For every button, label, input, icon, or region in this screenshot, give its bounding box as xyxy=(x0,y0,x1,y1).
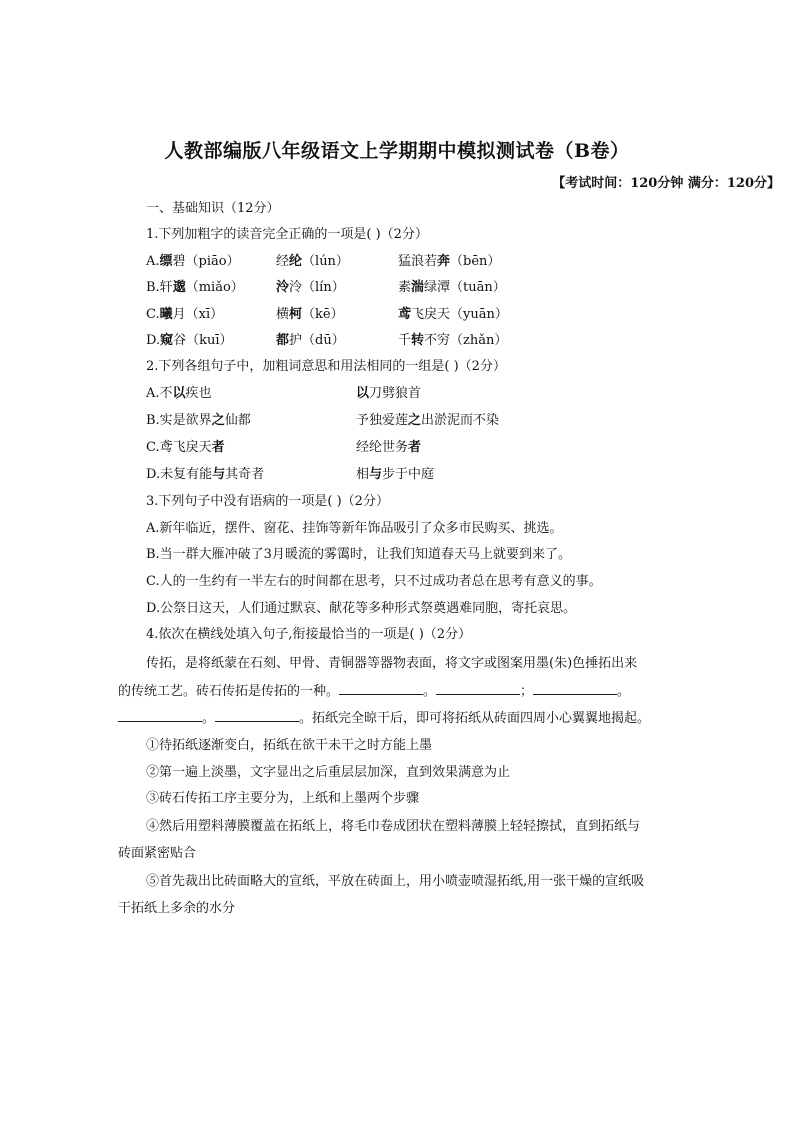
option-cell xyxy=(146,279,244,297)
option-text: D.未复有能 xyxy=(146,467,213,482)
option-cell xyxy=(398,253,500,271)
option-cell xyxy=(146,332,233,350)
option-text: 月（xī） xyxy=(172,307,224,322)
option-text: 相 xyxy=(356,467,370,482)
sentence-item-2: ②第一遍上淡墨，文字显出之后重层层加深，直到效果满意为止 xyxy=(146,765,511,780)
option-text: 经纶世务 xyxy=(356,440,409,455)
option-text: 护（dū） xyxy=(289,333,345,348)
bold-word: 柯 xyxy=(289,307,303,322)
question-3-option-b: B.当一群大雁冲破了3月暖流的雾霭时，让我们知道春天马上就要到来了。 xyxy=(146,547,571,562)
passage-line-2: 的传统工艺。砖石传拓是传拓的一种。 。 ； 。 xyxy=(118,684,631,699)
option-text: 猛浪若 xyxy=(398,254,438,269)
option-text: 碧（piāo） xyxy=(172,254,240,269)
answer-blank-1[interactable] xyxy=(339,682,423,695)
exam-time-score: 【考试时间：120分钟 满分：120分】 xyxy=(552,176,780,191)
passage-text: 。拓纸完全晾干后，即可将拓纸从砖面四周小心翼翼地揭起。 xyxy=(299,711,651,726)
option-cell xyxy=(356,439,421,457)
bold-word: 曦 xyxy=(159,307,173,322)
bold-word: 窥 xyxy=(160,333,174,348)
option-text: 谷（kuī） xyxy=(173,333,233,348)
option-text: C.鸢飞戾天 xyxy=(146,440,212,455)
option-text: 出淤泥而不染 xyxy=(421,413,500,428)
option-cell xyxy=(146,439,225,457)
option-text: 绿潭（tuān） xyxy=(424,280,506,295)
option-cell xyxy=(398,279,506,297)
sentence-item-1: ①待拓纸逐渐变白，拓纸在欲干未干之时方能上墨 xyxy=(146,738,433,753)
bold-word: 与 xyxy=(369,467,383,482)
bold-word: 湍 xyxy=(411,280,425,295)
question-1-stem: 1.下列加粗字的读音完全正确的一项是( )（2分） xyxy=(146,227,428,242)
bold-word: 奔 xyxy=(437,254,451,269)
option-text: B.实是欲界 xyxy=(146,413,212,428)
bold-word: 者 xyxy=(211,440,225,455)
option-text: A. xyxy=(146,254,160,269)
bold-word: 之 xyxy=(211,413,225,428)
option-text: 刀劈狼首 xyxy=(369,386,422,401)
option-cell xyxy=(146,306,223,324)
option-text: 予独爱莲 xyxy=(356,413,409,428)
option-cell xyxy=(356,466,434,484)
answer-blank-3[interactable] xyxy=(533,682,617,695)
bold-word: 转 xyxy=(411,333,425,348)
bold-word: 与 xyxy=(212,467,226,482)
option-cell xyxy=(276,306,344,324)
option-cell xyxy=(276,279,345,297)
option-cell xyxy=(356,412,499,430)
option-cell xyxy=(356,385,421,403)
option-text: C. xyxy=(146,307,160,322)
passage-line-3: 。 。拓纸完全晾干后，即可将拓纸从砖面四周小心翼翼地揭起。 xyxy=(118,709,650,728)
bold-word: 缥 xyxy=(159,254,173,269)
bold-word: 者 xyxy=(408,440,422,455)
option-text: A.不 xyxy=(146,386,173,401)
bold-word: 以 xyxy=(356,386,370,401)
option-text: 经 xyxy=(276,254,290,269)
sentence-item-5-cont: 干拓纸上多余的水分 xyxy=(118,901,236,916)
option-text: 飞戾天（yuān） xyxy=(411,307,508,322)
answer-blank-4[interactable] xyxy=(118,709,202,722)
option-text: B.轩 xyxy=(146,280,173,295)
option-text: （lún） xyxy=(302,254,349,269)
bold-word: 鸢 xyxy=(398,307,412,322)
question-3-option-c: C.人的一生约有一半左右的时间都在思考，只不过成功者总在思考有意义的事。 xyxy=(146,574,602,589)
option-cell xyxy=(146,466,264,484)
bold-word: 之 xyxy=(408,413,422,428)
bold-word: 都 xyxy=(276,333,290,348)
answer-blank-2[interactable] xyxy=(436,682,520,695)
section-heading: 一、基础知识（12分） xyxy=(146,201,280,216)
sentence-item-4-cont: 砖面紧密贴合 xyxy=(118,846,197,861)
option-text: （bēn） xyxy=(450,254,501,269)
option-cell xyxy=(146,253,240,271)
option-cell xyxy=(276,332,345,350)
bold-word: 纶 xyxy=(289,254,303,269)
option-text: 不穷（zhǎn） xyxy=(424,333,508,348)
bold-word: 泠 xyxy=(276,280,290,295)
option-text: D. xyxy=(146,333,161,348)
option-text: （miǎo） xyxy=(185,280,244,295)
option-text: 其奇者 xyxy=(225,467,265,482)
option-text: （kē） xyxy=(302,307,344,322)
option-text: 素 xyxy=(398,280,412,295)
option-text: 千 xyxy=(398,333,412,348)
option-text: 泠（lín） xyxy=(289,280,345,295)
option-cell xyxy=(398,332,507,350)
sentence-item-5: ⑤首先裁出比砖面略大的宣纸，平放在砖面上，用小喷壶喷湿拓纸,用一张干燥的宣纸吸 xyxy=(146,874,645,889)
answer-blank-5[interactable] xyxy=(215,709,299,722)
question-2-stem: 2.下列各组句子中，加粗词意思和用法相同的一组是( )（2分） xyxy=(146,359,506,374)
question-4-stem: 4.依次在横线处填入句子,衔接最恰当的一项是( )（2分） xyxy=(146,627,472,642)
option-text: 横 xyxy=(276,307,290,322)
option-text: 仙都 xyxy=(224,413,251,428)
passage-text: 的传统工艺。砖石传拓是传拓的一种。 xyxy=(118,684,340,699)
sentence-item-4: ④然后用塑料薄膜覆盖在拓纸上，将毛巾卷成团状在塑料薄膜上轻轻擦拭，直到拓纸与 xyxy=(146,819,641,834)
option-cell xyxy=(146,412,251,430)
question-3-option-d: D.公祭日这天，人们通过默哀、献花等多种形式祭奠遇难同胞，寄托哀思。 xyxy=(146,601,577,616)
option-text: 步于中庭 xyxy=(382,467,435,482)
sentence-item-3: ③砖石传拓工序主要分为，上纸和上墨两个步骤 xyxy=(146,791,420,806)
option-cell xyxy=(398,306,508,324)
bold-word: 以 xyxy=(172,386,186,401)
question-3-stem: 3.下列句子中没有语病的一项是( )（2分） xyxy=(146,494,389,509)
question-3-option-a: A.新年临近，摆件、窗花、挂饰等新年饰品吸引了众多市民购买、挑选。 xyxy=(146,521,563,536)
option-text: 疾也 xyxy=(185,386,212,401)
option-cell xyxy=(276,253,349,271)
passage-line-1: 传拓，是将纸蒙在石刻、甲骨、青铜器等器物表面，将文字或图案用墨(朱)色捶拓出来 xyxy=(146,656,638,671)
page-title: 人教部编版八年级语文上学期期中模拟测试卷（B卷） xyxy=(164,140,630,162)
option-cell xyxy=(146,385,212,403)
bold-word: 邈 xyxy=(172,280,186,295)
